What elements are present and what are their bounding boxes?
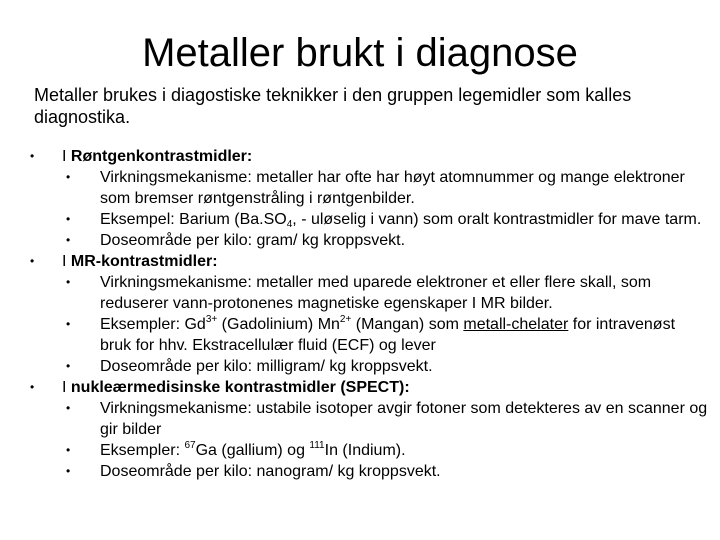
bullet-icon: • xyxy=(66,359,71,373)
sub-item xyxy=(62,230,710,251)
section-title: MR-kontrastmidler: xyxy=(70,253,218,270)
bullet-icon: • xyxy=(30,149,35,163)
intro-text: Metaller brukes i diagostiske teknikker i den gruppen legemidler som kalles diagnostika. xyxy=(34,85,632,127)
sub-item-text: Doseområde per kilo: nanogram/ kg kroppsvekt. xyxy=(100,463,441,480)
section-rontgen xyxy=(30,146,710,251)
sub-item-text: Doseområde per kilo: gram/ kg kroppsvekt. xyxy=(100,232,406,249)
sub-item-text: Virkningsmekanisme: metaller med uparede elektroner et eller flere skall, som reduserer vann-protonenes magnetiske egenskaper I MR bilder. xyxy=(100,274,652,312)
bullet-icon: • xyxy=(66,233,71,247)
sub-item-text: Doseområde per kilo: milligram/ kg kroppsvekt. xyxy=(100,358,433,375)
sub-item xyxy=(62,209,710,230)
bullet-icon: • xyxy=(66,275,71,289)
superscript: 67 xyxy=(184,440,196,451)
bullet-icon: • xyxy=(66,317,71,331)
superscript: 2+ xyxy=(339,314,352,325)
sub-item-text: Virkningsmekanisme: ustabile isotoper avgir fotoner som detekteres av en scanner og gir bilder xyxy=(100,400,708,438)
bullet-icon: • xyxy=(66,464,71,478)
section-title: nukleærmedisinske kontrastmidler (SPECT): xyxy=(70,379,410,396)
sub-item xyxy=(62,440,710,461)
section-heading: I nukleærmedisinske kontrastmidler (SPECT): xyxy=(62,379,410,396)
sub-item-text: Eksempel: Barium ($Ba.SO_4$, - uløselig i vann) som oralt kontrastmidler for mave tarm. xyxy=(100,211,702,230)
bullet-icon: • xyxy=(66,401,71,415)
section-nukleaer xyxy=(30,377,710,482)
bullet-icon: • xyxy=(30,254,35,268)
section-mr xyxy=(30,251,710,377)
section-heading: I MR-kontrastmidler: xyxy=(62,253,218,270)
superscript: 111 xyxy=(309,440,325,451)
superscript: 3+ xyxy=(205,314,218,325)
slide-title: Metaller brukt i diagnose xyxy=(142,31,578,75)
metall-chelater-link[interactable]: metall-chelater xyxy=(463,316,569,333)
bullet-icon: • xyxy=(66,212,71,226)
subscript: 4 xyxy=(286,219,293,230)
section-title: Røntgenkontrastmidler: xyxy=(70,148,253,165)
sub-item xyxy=(62,314,710,356)
bullet-icon: • xyxy=(66,170,71,184)
sub-item-text: Eksempler: $^{67}$Ga (gallium) og $^{111}$In (Indium). xyxy=(100,440,406,459)
sub-item-text: Eksempler: $Gd^{3+}$ (Gadolinium) $Mn^{2+}$ (Mangan) som metall-chelater for intravenøst bruk for hhv. Ekstracellulær fluid (ECF) og lever xyxy=(100,314,676,354)
sub-item xyxy=(62,398,710,440)
sub-item-text: Virkningsmekanisme: metaller har ofte har høyt atomnummer og mange elektroner som bremser røntgenstråling i røntgenbilder. xyxy=(100,169,685,207)
section-heading: I Røntgenkontrastmidler: xyxy=(62,148,253,165)
sub-item xyxy=(62,272,710,314)
sub-item xyxy=(62,461,710,482)
sub-item xyxy=(62,356,710,377)
sub-item xyxy=(62,167,710,209)
bullet-icon: • xyxy=(30,380,35,394)
bullet-icon: • xyxy=(66,443,71,457)
bullet-list xyxy=(30,146,710,482)
